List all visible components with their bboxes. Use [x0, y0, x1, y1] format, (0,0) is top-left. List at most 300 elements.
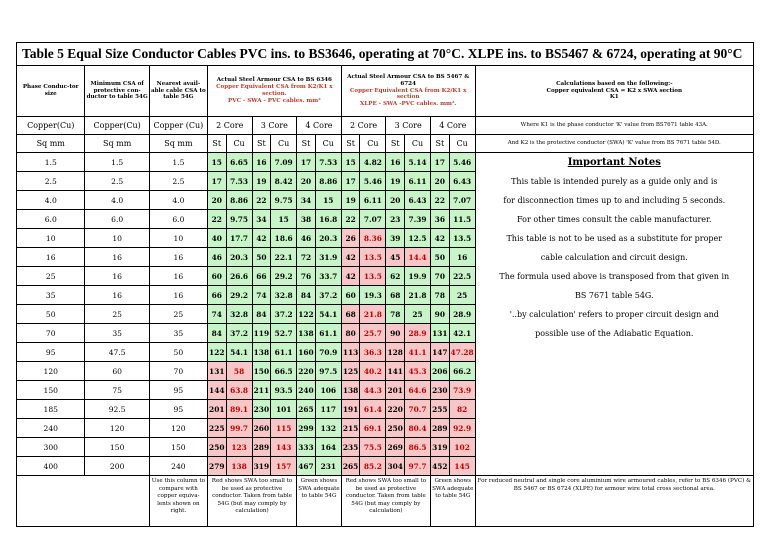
xlpe-st-cell: 90: [430, 305, 449, 324]
unit-st: St: [430, 135, 449, 153]
table-row: [17, 248, 754, 267]
note-line: The formula used above is transposed from that given in: [475, 267, 753, 286]
pvc-cu-cell: 157: [271, 457, 297, 476]
pvc-st-cell: 72: [297, 248, 316, 267]
note-line: possible use of the Adiabatic Equation.: [475, 324, 753, 343]
pvc-st-cell: 119: [252, 324, 271, 343]
xlpe-st-cell: 42: [341, 248, 360, 267]
note-line: This table is not to be used as a substitute for proper: [475, 229, 753, 248]
xlpe-cu-cell: 22.5: [449, 267, 475, 286]
pvc-st-cell: 42: [252, 229, 271, 248]
pvc-cu-cell: 164: [315, 438, 341, 457]
footer-reduced-neutral-note: For reduced neutral and single core aluminium wire armoured cables, refer to BS 6346 (PVC) & BS 5467 or BS 6724 (XLPE) for armour wire total cross sectional area.: [475, 476, 753, 527]
pvc-st-cell: 15: [207, 153, 226, 172]
xlpe-st-cell: 304: [386, 457, 405, 476]
pvc-st-cell: 279: [207, 457, 226, 476]
pvc-st-cell: 34: [252, 210, 271, 229]
xlpe-cu-cell: 42.1: [449, 324, 475, 343]
pvc-cu-cell: 99.7: [226, 419, 252, 438]
xlpe-cu-cell: 5.46: [360, 172, 386, 191]
xlpe-cu-cell: 145: [449, 457, 475, 476]
xlpe-st-cell: 289: [430, 419, 449, 438]
note-line: BS 7671 table 54G.: [475, 286, 753, 305]
cell-phase-size: 16: [17, 248, 85, 267]
pvc-cu-cell: 37.2: [226, 324, 252, 343]
unit-cu: Cu: [226, 135, 252, 153]
xlpe-cu-cell: 75.5: [360, 438, 386, 457]
cell-nearest-csa: 95: [149, 381, 207, 400]
pvc-cu-cell: 8.86: [315, 172, 341, 191]
pvc-cu-cell: 7.09: [271, 153, 297, 172]
cell-nearest-csa: 2.5: [149, 172, 207, 191]
xlpe-cu-cell: 64.6: [405, 381, 431, 400]
xlpe-st-cell: 50: [430, 248, 449, 267]
xlpe-cu-cell: 44.3: [360, 381, 386, 400]
cell-nearest-csa: 16: [149, 286, 207, 305]
xlpe-st-cell: 20: [430, 172, 449, 191]
unit-min: Sq mm: [85, 135, 149, 153]
xlpe-st-cell: 230: [430, 381, 449, 400]
xlpe-st-cell: 68: [341, 305, 360, 324]
note-line: [475, 343, 753, 362]
cell-min-csa: 10: [85, 229, 149, 248]
table-row: [17, 457, 754, 476]
pvc-st-cell: 201: [207, 400, 226, 419]
pvc-cu-cell: 63.8: [226, 381, 252, 400]
xlpe-st-cell: 60: [341, 286, 360, 305]
xlpe-cu-cell: 28.9: [405, 324, 431, 343]
header-min-csa: Minimum CSA of protective con-ductor to table 54G: [85, 66, 149, 117]
pvc-cu-cell: 101: [271, 400, 297, 419]
xlpe-st-cell: 131: [430, 324, 449, 343]
header-xlpe-line3: XLPE - SWA -PVC cables. mm².: [359, 101, 457, 108]
pvc-cu-cell: 9.75: [226, 210, 252, 229]
pvc-st-cell: 20: [207, 191, 226, 210]
cell-nearest-csa: 25: [149, 305, 207, 324]
xlpe-st-cell: 191: [341, 400, 360, 419]
footer-xlpe-green-note: Green shows SWA adequate to table 54G: [430, 476, 475, 527]
xlpe-st-cell: 22: [341, 210, 360, 229]
pvc-cu-cell: 143: [271, 438, 297, 457]
header-pvc-line3: PVC - SWA - PVC cables. mm²: [228, 97, 321, 104]
unit-st: St: [252, 135, 271, 153]
cell-nearest-csa: 120: [149, 419, 207, 438]
cell-min-csa: 6.0: [85, 210, 149, 229]
cell-phase-size: 6.0: [17, 210, 85, 229]
table-row: [17, 153, 754, 172]
xlpe-st-cell: 78: [386, 305, 405, 324]
xlpe-cu-cell: 41.1: [405, 343, 431, 362]
xlpe-st-cell: 138: [341, 381, 360, 400]
cell-nearest-csa: 16: [149, 248, 207, 267]
cell-phase-size: 240: [17, 419, 85, 438]
note-line: [475, 438, 753, 457]
xlpe-cu-cell: 82: [449, 400, 475, 419]
pvc-cu-cell: 32.8: [226, 305, 252, 324]
pvc-st-cell: 260: [252, 419, 271, 438]
xlpe-cu-cell: 16: [449, 248, 475, 267]
cell-nearest-csa: 6.0: [149, 210, 207, 229]
xlpe-st-cell: 17: [430, 153, 449, 172]
pvc-st-cell: 265: [297, 400, 316, 419]
xlpe-st-cell: 70: [430, 267, 449, 286]
cell-phase-size: 10: [17, 229, 85, 248]
xlpe-cu-cell: 21.8: [360, 305, 386, 324]
cell-phase-size: 300: [17, 438, 85, 457]
cell-nearest-csa: 70: [149, 362, 207, 381]
cable-table-sheet: [16, 42, 754, 527]
unit-st: St: [207, 135, 226, 153]
label-xlpe-2core: 2 Core: [341, 117, 386, 135]
pvc-cu-cell: 15: [315, 191, 341, 210]
table-row: [17, 191, 754, 210]
xlpe-cu-cell: 12.5: [405, 229, 431, 248]
label-pvc-4core: 4 Core: [297, 117, 342, 135]
pvc-cu-cell: 7.53: [226, 172, 252, 191]
xlpe-cu-cell: 85.2: [360, 457, 386, 476]
xlpe-cu-cell: 4.82: [360, 153, 386, 172]
pvc-st-cell: 220: [297, 362, 316, 381]
table-row: [17, 400, 754, 419]
xlpe-cu-cell: 13.5: [360, 248, 386, 267]
pvc-cu-cell: 132: [315, 419, 341, 438]
pvc-st-cell: 144: [207, 381, 226, 400]
pvc-cu-cell: 16.8: [315, 210, 341, 229]
pvc-cu-cell: 54.1: [226, 343, 252, 362]
pvc-cu-cell: 115: [271, 419, 297, 438]
table-row: [17, 267, 754, 286]
footer-blank: [17, 476, 150, 527]
cell-min-csa: 75: [85, 381, 149, 400]
pvc-cu-cell: 37.2: [271, 305, 297, 324]
xlpe-st-cell: 45: [386, 248, 405, 267]
cell-min-csa: 35: [85, 324, 149, 343]
pvc-cu-cell: 61.1: [271, 343, 297, 362]
pvc-st-cell: 76: [297, 267, 316, 286]
xlpe-cu-cell: 13.5: [360, 267, 386, 286]
header-pvc-line1: Actual Steel Armour CSA to BS 6346: [216, 77, 332, 84]
cell-phase-size: 120: [17, 362, 85, 381]
pvc-cu-cell: 58: [226, 362, 252, 381]
pvc-cu-cell: 33.7: [315, 267, 341, 286]
pvc-cu-cell: 26.6: [226, 267, 252, 286]
note-line: For other times consult the cable manufacturer.: [475, 210, 753, 229]
note-line: [475, 400, 753, 419]
xlpe-st-cell: 147: [430, 343, 449, 362]
xlpe-st-cell: 23: [386, 210, 405, 229]
table-row: [17, 438, 754, 457]
pvc-st-cell: 40: [207, 229, 226, 248]
note-line: [475, 419, 753, 438]
xlpe-st-cell: 206: [430, 362, 449, 381]
xlpe-cu-cell: 36.3: [360, 343, 386, 362]
xlpe-cu-cell: 80.4: [405, 419, 431, 438]
pvc-st-cell: 74: [207, 305, 226, 324]
xlpe-cu-cell: 11.5: [449, 210, 475, 229]
cell-nearest-csa: 10: [149, 229, 207, 248]
cell-nearest-csa: 95: [149, 400, 207, 419]
cell-min-csa: 47.5: [85, 343, 149, 362]
unit-st: St: [297, 135, 316, 153]
unit-st: St: [341, 135, 360, 153]
xlpe-cu-cell: 6.43: [449, 172, 475, 191]
xlpe-cu-cell: 5.14: [405, 153, 431, 172]
pvc-st-cell: 150: [252, 362, 271, 381]
cell-min-csa: 25: [85, 305, 149, 324]
pvc-cu-cell: 93.5: [271, 381, 297, 400]
pvc-st-cell: 160: [297, 343, 316, 362]
xlpe-cu-cell: 13.5: [449, 229, 475, 248]
unit-st: St: [386, 135, 405, 153]
xlpe-st-cell: 235: [341, 438, 360, 457]
pvc-cu-cell: 32.8: [271, 286, 297, 305]
label-pvc-3core: 3 Core: [252, 117, 297, 135]
pvc-cu-cell: 106: [315, 381, 341, 400]
pvc-st-cell: 20: [297, 172, 316, 191]
important-notes-heading: Important Notes: [475, 153, 753, 172]
footer-xlpe-red-note: Red shows SWA too small to be used as protective conductor. Taken from table 54G (but may comply by calculation): [341, 476, 430, 527]
cell-min-csa: 2.5: [85, 172, 149, 191]
xlpe-st-cell: 90: [386, 324, 405, 343]
pvc-st-cell: 138: [252, 343, 271, 362]
table-row: [17, 324, 754, 343]
xlpe-cu-cell: 25.7: [360, 324, 386, 343]
pvc-st-cell: 84: [207, 324, 226, 343]
xlpe-cu-cell: 40.2: [360, 362, 386, 381]
cell-phase-size: 1.5: [17, 153, 85, 172]
xlpe-cu-cell: 8.36: [360, 229, 386, 248]
xlpe-st-cell: 15: [341, 153, 360, 172]
footer-pvc-red-note: Red shows SWA too small to be used as protective conductor. Taken from table 54G (but may comply by calculation): [207, 476, 296, 527]
pvc-cu-cell: 70.9: [315, 343, 341, 362]
xlpe-cu-cell: 25: [449, 286, 475, 305]
header-xlpe-line2: Copper Equivalent CSA from K2/K1 x section: [349, 87, 467, 101]
pvc-st-cell: 22: [207, 210, 226, 229]
pvc-cu-cell: 7.53: [315, 153, 341, 172]
note-line: This table is intended purely as a guide only and is: [475, 172, 753, 191]
xlpe-cu-cell: 7.39: [405, 210, 431, 229]
table-row: [17, 419, 754, 438]
pvc-st-cell: 60: [207, 267, 226, 286]
cell-phase-size: 95: [17, 343, 85, 362]
pvc-cu-cell: 123: [226, 438, 252, 457]
pvc-cu-cell: 22.1: [271, 248, 297, 267]
xlpe-st-cell: 62: [386, 267, 405, 286]
xlpe-st-cell: 319: [430, 438, 449, 457]
pvc-st-cell: 46: [297, 229, 316, 248]
cell-nearest-csa: 16: [149, 267, 207, 286]
note-line: cable calculation and circuit design.: [475, 248, 753, 267]
xlpe-cu-cell: 19.9: [405, 267, 431, 286]
label-xlpe-4core: 4 Core: [430, 117, 475, 135]
pvc-st-cell: 74: [252, 286, 271, 305]
pvc-st-cell: 122: [297, 305, 316, 324]
pvc-st-cell: 19: [252, 172, 271, 191]
xlpe-st-cell: 201: [386, 381, 405, 400]
header-phase-conductor: Phase Conduc-tor size: [17, 66, 85, 117]
xlpe-st-cell: 125: [341, 362, 360, 381]
xlpe-cu-cell: 92.9: [449, 419, 475, 438]
note-line: [475, 457, 753, 476]
unit-cu: Cu: [449, 135, 475, 153]
cell-min-csa: 16: [85, 248, 149, 267]
xlpe-cu-cell: 66.2: [449, 362, 475, 381]
note-line: '..by calculation' refers to proper circuit design and: [475, 305, 753, 324]
pvc-st-cell: 66: [207, 286, 226, 305]
cell-nearest-csa: 1.5: [149, 153, 207, 172]
xlpe-cu-cell: 73.9: [449, 381, 475, 400]
xlpe-cu-cell: 28.9: [449, 305, 475, 324]
xlpe-cu-cell: 19.3: [360, 286, 386, 305]
table-row: [17, 381, 754, 400]
xlpe-st-cell: 220: [386, 400, 405, 419]
pvc-cu-cell: 31.9: [315, 248, 341, 267]
unit-cu: Cu: [315, 135, 341, 153]
pvc-st-cell: 66: [252, 267, 271, 286]
pvc-cu-cell: 52.7: [271, 324, 297, 343]
cell-nearest-csa: 150: [149, 438, 207, 457]
xlpe-st-cell: 36: [430, 210, 449, 229]
pvc-cu-cell: 29.2: [226, 286, 252, 305]
xlpe-st-cell: 19: [341, 191, 360, 210]
cell-phase-size: 185: [17, 400, 85, 419]
table-row: [17, 362, 754, 381]
xlpe-cu-cell: 97.7: [405, 457, 431, 476]
table-row: [17, 286, 754, 305]
unit-nearest: Sq mm: [149, 135, 207, 153]
xlpe-st-cell: 39: [386, 229, 405, 248]
pvc-cu-cell: 89.1: [226, 400, 252, 419]
cell-phase-size: 150: [17, 381, 85, 400]
label-where-k1: Where K1 is the phase conductor 'K' value from BS7671 table 43A.: [475, 117, 753, 135]
xlpe-cu-cell: 70.7: [405, 400, 431, 419]
xlpe-cu-cell: 25: [405, 305, 431, 324]
pvc-st-cell: 319: [252, 457, 271, 476]
xlpe-cu-cell: 47.28: [449, 343, 475, 362]
cell-phase-size: 35: [17, 286, 85, 305]
cell-nearest-csa: 35: [149, 324, 207, 343]
label-nearest-material: Copper (Cu): [149, 117, 207, 135]
cell-phase-size: 70: [17, 324, 85, 343]
cell-phase-size: 2.5: [17, 172, 85, 191]
label-phase-material: Copper(Cu): [17, 117, 85, 135]
pvc-cu-cell: 9.75: [271, 191, 297, 210]
note-line: [475, 362, 753, 381]
pvc-st-cell: 38: [297, 210, 316, 229]
cell-phase-size: 25: [17, 267, 85, 286]
unit-cu: Cu: [271, 135, 297, 153]
xlpe-st-cell: 19: [386, 172, 405, 191]
cell-phase-size: 400: [17, 457, 85, 476]
xlpe-st-cell: 80: [341, 324, 360, 343]
xlpe-st-cell: 141: [386, 362, 405, 381]
xlpe-cu-cell: 7.07: [360, 210, 386, 229]
conductor-cables-table: [16, 42, 754, 527]
pvc-cu-cell: 15: [271, 210, 297, 229]
xlpe-cu-cell: 6.11: [360, 191, 386, 210]
cell-min-csa: 120: [85, 419, 149, 438]
pvc-st-cell: 289: [252, 438, 271, 457]
table-row: [17, 210, 754, 229]
pvc-cu-cell: 8.42: [271, 172, 297, 191]
pvc-cu-cell: 37.2: [315, 286, 341, 305]
xlpe-st-cell: 452: [430, 457, 449, 476]
xlpe-cu-cell: 6.43: [405, 191, 431, 210]
header-pvc-line2: Copper Equivalent CSA from K2/K1 x section.: [216, 84, 333, 97]
pvc-st-cell: 299: [297, 419, 316, 438]
header-nearest-csa: Nearest avail-able cable CSA to table 54G: [149, 66, 207, 117]
cell-min-csa: 200: [85, 457, 149, 476]
header-calc-line1: Calculations based on the following:-: [556, 80, 673, 87]
xlpe-st-cell: 68: [386, 286, 405, 305]
footer-use-column-note: Use this column to compare with copper equiva-lents shown on right.: [149, 476, 207, 527]
note-line: [475, 381, 753, 400]
header-xlpe-line1: Actual Steel Armour CSA to BS 5467 & 6724: [347, 73, 470, 87]
pvc-st-cell: 131: [207, 362, 226, 381]
xlpe-st-cell: 269: [386, 438, 405, 457]
label-min-material: Copper(Cu): [85, 117, 149, 135]
label-pvc-2core: 2 Core: [207, 117, 252, 135]
xlpe-cu-cell: 21.8: [405, 286, 431, 305]
pvc-st-cell: 230: [252, 400, 271, 419]
header-pvc-swa: [207, 66, 341, 117]
xlpe-cu-cell: 14.4: [405, 248, 431, 267]
xlpe-st-cell: 265: [341, 457, 360, 476]
xlpe-cu-cell: 69.1: [360, 419, 386, 438]
xlpe-st-cell: 20: [386, 191, 405, 210]
header-calculations: [475, 66, 753, 117]
xlpe-st-cell: 26: [341, 229, 360, 248]
pvc-st-cell: 225: [207, 419, 226, 438]
xlpe-st-cell: 215: [341, 419, 360, 438]
pvc-st-cell: 16: [252, 153, 271, 172]
pvc-st-cell: 34: [297, 191, 316, 210]
pvc-st-cell: 17: [297, 153, 316, 172]
xlpe-cu-cell: 102: [449, 438, 475, 457]
pvc-st-cell: 122: [207, 343, 226, 362]
pvc-st-cell: 138: [297, 324, 316, 343]
pvc-st-cell: 50: [252, 248, 271, 267]
header-calc-line2: Copper equivalent CSA = K2 x SWA section: [546, 87, 683, 94]
header-xlpe-swa: [341, 66, 475, 117]
xlpe-cu-cell: 6.11: [405, 172, 431, 191]
pvc-cu-cell: 29.2: [271, 267, 297, 286]
pvc-cu-cell: 6.65: [226, 153, 252, 172]
xlpe-cu-cell: 5.46: [449, 153, 475, 172]
xlpe-st-cell: 113: [341, 343, 360, 362]
xlpe-cu-cell: 45.3: [405, 362, 431, 381]
xlpe-cu-cell: 7.07: [449, 191, 475, 210]
cell-phase-size: 4.0: [17, 191, 85, 210]
xlpe-cu-cell: 61.4: [360, 400, 386, 419]
unit-k2-note: And K2 is the protective conductor (SWA) 'K' value from BS 7671 table 54D.: [475, 135, 753, 153]
cell-min-csa: 1.5: [85, 153, 149, 172]
pvc-cu-cell: 18.6: [271, 229, 297, 248]
xlpe-st-cell: 42: [430, 229, 449, 248]
cell-min-csa: 4.0: [85, 191, 149, 210]
pvc-cu-cell: 61.1: [315, 324, 341, 343]
pvc-st-cell: 84: [297, 286, 316, 305]
table-row: [17, 305, 754, 324]
unit-cu: Cu: [405, 135, 431, 153]
xlpe-st-cell: 78: [430, 286, 449, 305]
pvc-st-cell: 240: [297, 381, 316, 400]
pvc-cu-cell: 231: [315, 457, 341, 476]
pvc-st-cell: 211: [252, 381, 271, 400]
cell-min-csa: 150: [85, 438, 149, 457]
cell-nearest-csa: 4.0: [149, 191, 207, 210]
pvc-cu-cell: 8.86: [226, 191, 252, 210]
